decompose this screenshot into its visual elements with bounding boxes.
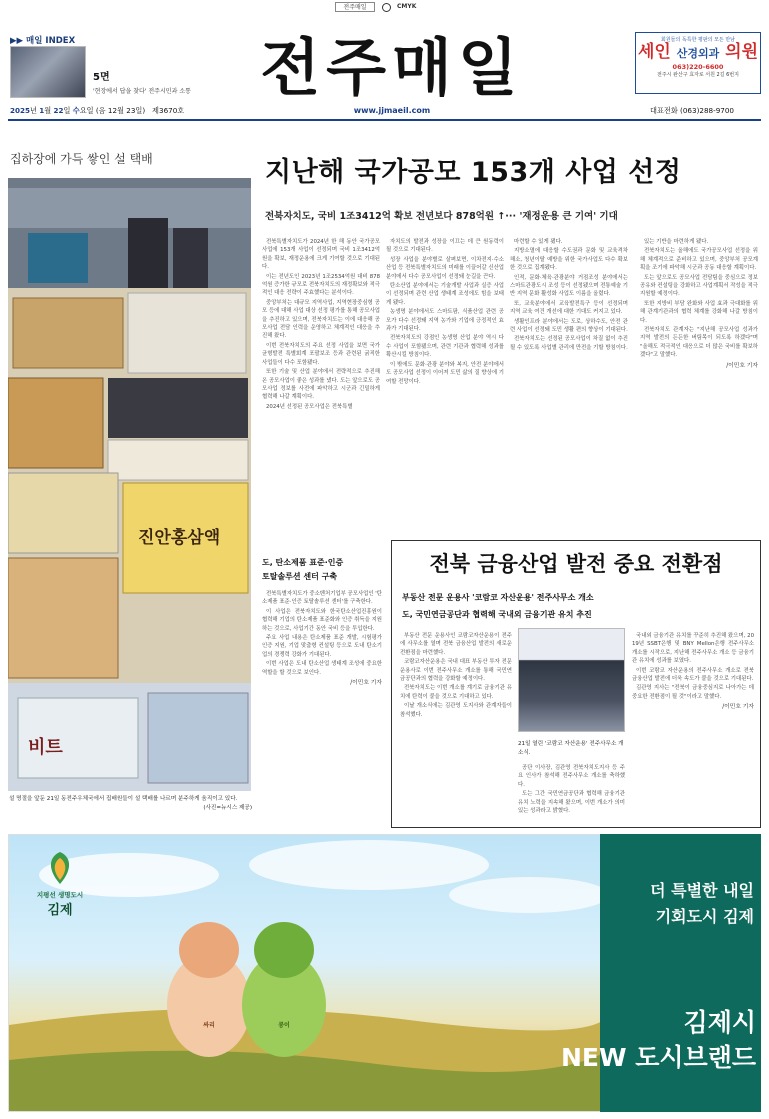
side-story-body: 전북특별자치도가 중소벤처기업부 공모사업인 '탄소제품 표준·인증 토탈솔루션 센터'를 구축한다. 이 사업은 전북자치도와 한국탄소산업진흥원이 협력해 기업의 탄소제품 표준화와 인증 취득을 지원하는 것으로, 사업기간 동안 국비 등을 투입한다. 주요 사업 내용은 탄소제품 표준 개발, 시험평가 인증 지원, 기업 맞춤형 컨설팅 등으로 도내 탄소기업의 경쟁력 강화가 기대된다. 이번 사업은 도내 탄소산업 생태계 조성에 중요한 역할을 할 것으로 보인다. /이민호 기자 — [262, 591, 382, 687]
index-label: ▶▶ 매일 INDEX — [10, 36, 76, 46]
clinic-ad-tagline: 회원들의 독특한 평판의 모든 만남 — [661, 37, 735, 43]
finance-col-3: 국내외 금융기관 유치를 꾸준히 추진해 왔으며, 2019년 SSBT은행 및 BNY Mellon은행 전주사무소 개소를 시작으로, 지난해 전주사무소 개소 등 금융기관 유치에 성과를 보였다. 이번 코람코 자산운용의 전주사무소 개소로 전북 금융산업 발전에 더욱 속도가 붙을 것으로 기대된다. 김관영 지사는 "전북이 금융중심지로 나아가는 데 중요한 전환점이 될 것"이라고 말했다. /이민호 기자 — [632, 633, 754, 711]
parcel-photo-illustration — [8, 178, 251, 791]
masthead-title: 전주매일 — [260, 31, 524, 104]
main-headline: 지난해 국가공모 153개 사업 선정 — [265, 157, 682, 188]
gimje-logo-icon — [40, 848, 80, 888]
gimje-brand-title: 김제시 NEW 도시브랜드 — [560, 1008, 756, 1072]
photo-caption: 설 명절을 앞둔 21일 동전주우체국에서 집배원들이 설 택배를 나르며 분주하게 움직이고 있다. (사진=뉴시스 제공) — [9, 796, 252, 811]
side-story-byline: /이민호 기자 — [350, 680, 382, 687]
main-story-col-1: 전북특별자치도가 2024년 한 해 동안 국가공모사업에 153개 사업이 선정되며 국비 1조3412억원을 확보, 재정운용에 크게 기여할 것으로 기대된다. 이는 전년도인 2023년 1조2534억원 대비 878억원 증가한 규모로 전북자치도의 재정확보와 적극적인 대응 전략이 주효했다는 분석이다. 중앙부처는 대규모 지역사업, 지역현장중심형 공모 등에 대해 사업 대상 선정 평가를 통해 공모사업을 추진하고 있으며, 전북자치도는 이에 대응해 공모사업 전담 인력을 운영하고 체계적인 대응을 추진해 왔다. 이번 전북자치도의 주요 선정 사업을 보면 국가균형발전 특별회계 포괄보조 등과 관련된 굵직한 사업들이 다수 포함됐다. 또한 기술 및 산업 분야에서 전략적으로 추진해 온 공모사업이 좋은 성과를 냈다. 도는 앞으로도 공모사업 정보를 사전에 파악하고 시군과 긴밀하게 협력해 나갈 계획이다. 2024년 선정된 공모사업은 전북특별 — [262, 239, 380, 410]
mascot-label-2: 콩이 — [278, 1022, 290, 1029]
mascot-label-1: 싸리 — [203, 1022, 215, 1029]
main-story-col-3: 마련할 수 있게 됐다. 지방소멸에 대응할 수도권과 문화 및 교육격차 해소, 청년이탈 예방을 위한 국가사업도 다수 확보한 것으로 집계됐다. 인적, 문화·체육·관광분야 거점조성 분야에서는 스마트관광도시 조성 등이 선정됐으며 전통예술 기반 지역 문화 활성화 사업도 이름을 올렸다. 또, 교육분야에서 교육발전특구 등이 선정되며 지역 교육 여건 개선에 대한 기대도 커지고 있다. 생활인프라 분야에서는 도로, 상하수도, 안전 관련 사업이 선정돼 도민 생활 편의 향상이 기대된다. 전북자치도는 선정된 공모사업이 차질 없이 추진될 수 있도록 사업별 관리에 만전을 기할 방침이다. — [510, 239, 628, 351]
box-label-beet: 비트 — [28, 737, 63, 758]
box-label-ginseng: 진안홍삼액 — [138, 528, 221, 548]
main-story-col-2: 자치도의 발전과 성장을 이끄는 데 큰 원동력이 될 것으로 기대된다. 성장 사업을 분야별로 살펴보면, 이차전지·수소산업 등 전북특별자치도의 미래를 이끌어갈 신산업 분야에서 다수 공모사업이 선정돼 눈길을 끈다. 탄소산업 분야에서는 기술개발 사업과 실증 사업이 선정되며 관련 산업 생태계 조성에도 힘을 보태게 됐다. 농생명 분야에서도 스마트팜, 식품산업 관련 공모가 다수 선정돼 지역 농가와 기업에 긍정적인 효과가 기대된다. 전북자치도의 강점인 농생명 산업 분야 역시 다수 사업이 포함됐으며, 관련 기관과 협력해 성과를 확산시킬 방침이다. 이 밖에도 문화·관광 분야와 복지, 안전 분야에서도 공모사업 선정이 이어져 도민 삶의 질 향상에 기여할 전망이다. — [386, 239, 504, 385]
clinic-ad-address: 전주시 완산구 효자로 서원 2길 6번지 — [657, 72, 739, 78]
photo-title: 집하장에 가득 쌓인 설 택배 — [10, 152, 153, 166]
website-link[interactable]: www.jjmaeil.com — [353, 106, 431, 115]
print-registration-mark — [335, 2, 455, 14]
phone-number: 대표전화 (063)288-9700 — [650, 106, 734, 115]
finance-col-1: 부동산 전문 운용사인 코람코자산운용이 전주에 사무소를 열며 전북 금융산업 발전의 새로운 전환점을 마련했다. 코람코자산운용은 국내 대표 부동산 투자 전문 운용사로 이번 전주사무소 개소를 통해 국민연금공단과의 협력을 강화할 예정이다. 전북자치도는 이번 개소를 계기로 금융기관 유치에 탄력이 붙을 것으로 기대하고 있다. 이날 개소식에는 김관영 도지사와 관계자들이 참석했다. — [400, 633, 512, 718]
gimje-slogan: 더 특별한 내일 기회도시 김제 — [650, 881, 754, 926]
clinic-ad-phone: 063)220-6600 — [672, 63, 724, 71]
print-mark-label: 전주매일 — [335, 2, 375, 12]
cmyk-label: CMYK — [397, 3, 417, 10]
index-page: 5면 — [93, 72, 110, 83]
side-story-title: 도, 탄소제품 표준·인증 토탈솔루션 센터 구축 — [262, 558, 344, 581]
finance-col-2: 공단 이사장, 김관영 전북자치도지사 등 주요 인사가 참석해 전주사무소 개소를 축하했다. 도는 그간 국민연금공단과 협력해 금융기관 유치 노력을 지속해 왔으며, 이번 개소가 의미 있는 성과라고 밝혔다. — [518, 765, 625, 815]
registration-cross-icon — [382, 3, 391, 12]
finance-headline: 전북 금융산업 발전 중요 전환점 — [429, 551, 723, 576]
main-story-col-4: 있는 기반을 마련하게 됐다. 전북자치도는 올해에도 국가공모사업 선정을 위해 체계적으로 준비하고 있으며, 중앙부처 공모계획을 조기에 파악해 시군과 공동 대응할 계획이다. 도는 앞으로도 공모사업 전담팀을 중심으로 정보 공유와 컨설팅을 강화하고 사업계획서 작성을 적극 지원할 예정이다. 또한 지방비 부담 완화와 사업 효과 극대화를 위해 관계기관과의 협력 체계를 강화해 나갈 방침이다. 전북자치도 관계자는 "지난해 공모사업 성과가 지역 발전의 든든한 버팀목이 되도록 하겠다"며 "올해도 적극적인 대응으로 더 많은 국비를 확보하겠다"고 말했다. /이민호 기자 — [640, 239, 758, 369]
finance-byline: /이민호 기자 — [722, 704, 754, 711]
main-subhead: 전북자치도, 국비 1조3412억 확보 전년보다 878억원 ↑··· '재정운용 큰 기여' 기대 — [265, 211, 618, 222]
index-thumbnail — [10, 46, 86, 98]
masthead-rule — [8, 119, 761, 121]
clinic-ad-name: 세인 산경외과 의원 — [637, 42, 759, 62]
finance-photo-caption: 21일 열린 '코람코 자산운용' 전주사무소 개소식. — [518, 741, 624, 756]
finance-subhead-2: 도, 국민연금공단과 협력해 국내외 금융기관 유치 추진 — [402, 610, 592, 619]
index-caption: '현장에서 답을 찾다' 전주시민과 소통 — [93, 88, 191, 95]
parcel-photo — [8, 178, 251, 791]
gimje-logo: 지평선 생명도시 김제 — [30, 848, 90, 918]
clinic-ad[interactable] — [635, 32, 761, 94]
main-story-byline: /이민호 기자 — [726, 362, 758, 369]
dateline: 2025년 1월 22일 수요일 (음 12월 23일) 제3670호 — [10, 106, 185, 115]
finance-subhead-1: 부동산 전문 운용사 '코람코 자산운용' 전주사무소 개소 — [402, 593, 594, 602]
finance-photo — [518, 628, 625, 732]
